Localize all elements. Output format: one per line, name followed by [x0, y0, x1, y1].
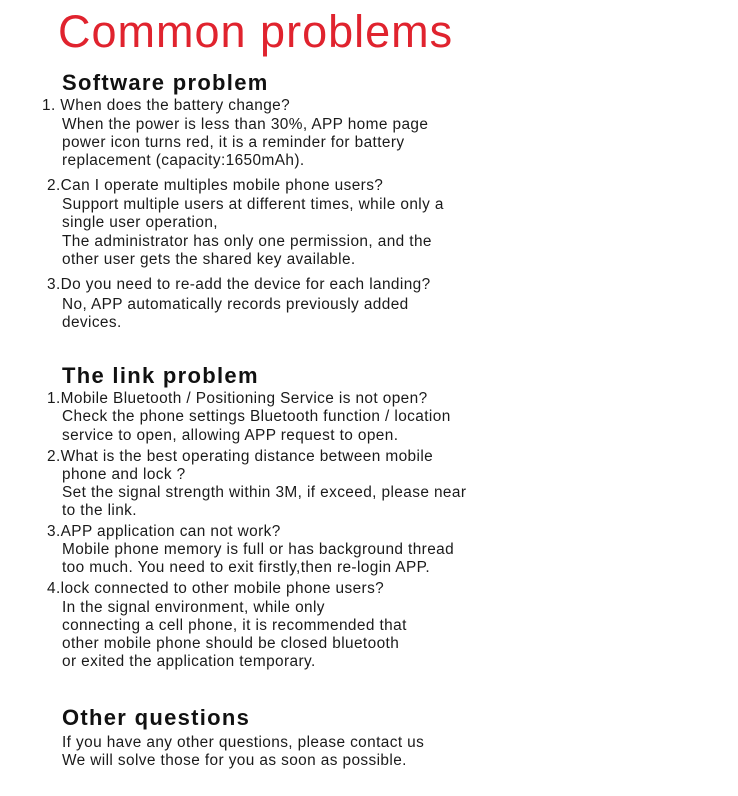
- link-question-2-continued: phone and lock ?: [62, 466, 186, 483]
- software-answer-2-line: Support multiple users at different times, while only a: [62, 196, 444, 213]
- link-answer-4-line: connecting a cell phone, it is recommended that: [62, 617, 407, 634]
- software-answer-2-line: The administrator has only one permission, and the: [62, 233, 432, 250]
- link-answer-3-line: Mobile phone memory is full or has background thread: [62, 541, 455, 558]
- other-questions-line: We will solve those for you as soon as possible.: [62, 752, 407, 769]
- link-answer-2-line: to the link.: [62, 502, 137, 519]
- link-question-3: 3.APP application can not work?: [47, 523, 281, 540]
- link-answer-1-line: Check the phone settings Bluetooth function / location: [62, 408, 451, 425]
- link-problem-heading: The link problem: [62, 363, 259, 388]
- link-answer-1-line: service to open, allowing APP request to open.: [62, 427, 399, 444]
- page-title: Common problems: [58, 6, 454, 57]
- link-question-4: 4.lock connected to other mobile phone users?: [47, 580, 385, 597]
- software-answer-3-line: devices.: [62, 314, 122, 331]
- software-answer-1-line: replacement (capacity:1650mAh).: [62, 152, 305, 169]
- software-answer-2-line: single user operation,: [62, 214, 218, 231]
- software-question-3: 3.Do you need to re-add the device for each landing?: [47, 276, 431, 293]
- other-questions-heading: Other questions: [62, 705, 251, 730]
- software-question-2: 2.Can I operate multiples mobile phone users?: [47, 177, 384, 194]
- software-answer-1-line: When the power is less than 30%, APP home page: [62, 116, 429, 133]
- link-question-2: 2.What is the best operating distance between mobile: [47, 448, 434, 465]
- software-problem-heading: Software problem: [62, 70, 269, 95]
- other-questions-line: If you have any other questions, please contact us: [62, 734, 425, 751]
- software-answer-2-line: other user gets the shared key available.: [62, 251, 356, 268]
- software-answer-3-line: No, APP automatically records previously added: [62, 296, 409, 313]
- link-answer-3-line: too much. You need to exit firstly,then re-login APP.: [62, 559, 430, 576]
- link-answer-4-line: In the signal environment, while only: [62, 599, 325, 616]
- software-question-1: 1. When does the battery change?: [42, 97, 291, 114]
- link-answer-4-line: or exited the application temporary.: [62, 653, 316, 670]
- link-question-1: 1.Mobile Bluetooth / Positioning Service is not open?: [47, 390, 428, 407]
- link-answer-2-line: Set the signal strength within 3M, if exceed, please near: [62, 484, 467, 501]
- software-answer-1-line: power icon turns red, it is a reminder for battery: [62, 134, 405, 151]
- link-answer-4-line: other mobile phone should be closed bluetooth: [62, 635, 400, 652]
